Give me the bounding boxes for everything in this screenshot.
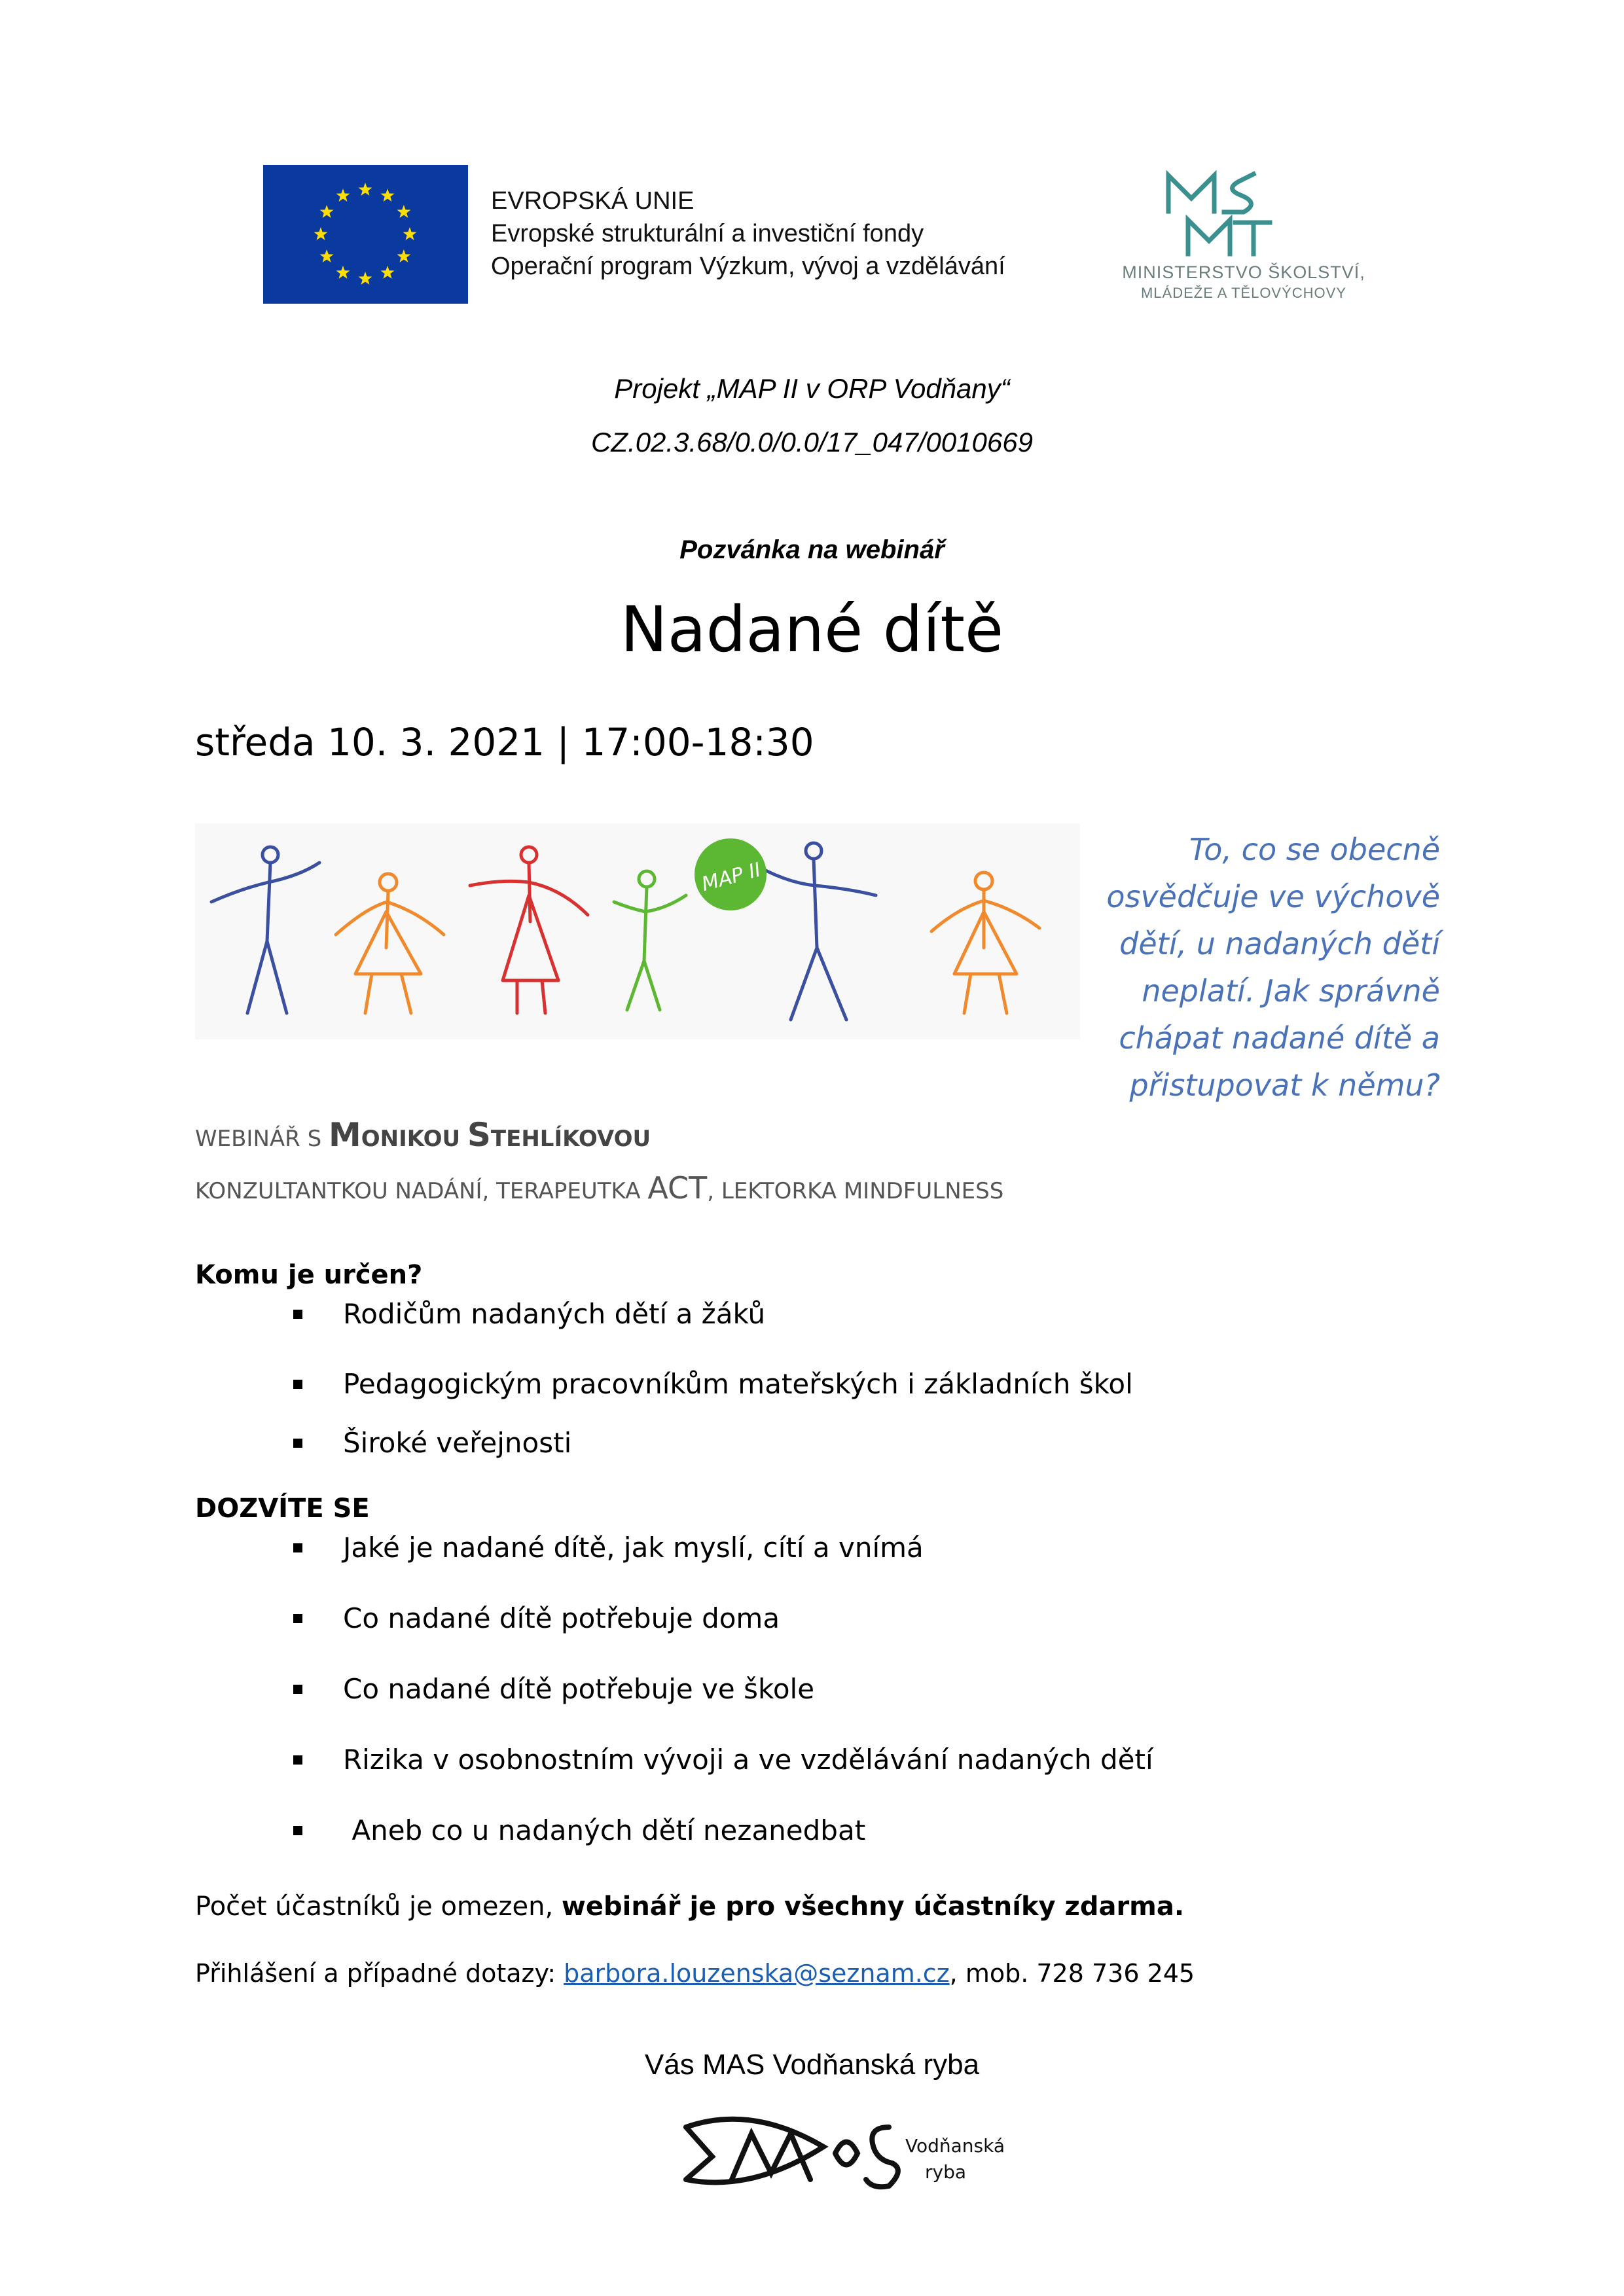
eu-star-icon xyxy=(397,249,410,262)
eu-star-icon xyxy=(397,205,410,218)
roles-part2: , LEKTORKA MINDFULNESS xyxy=(707,1178,1004,1204)
mas-fish-logo xyxy=(673,2108,1005,2206)
figure-icon xyxy=(931,872,1039,1013)
eu-line: Evropské strukturální a investiční fondy xyxy=(491,220,924,247)
bullet-icon xyxy=(293,1685,302,1694)
signature: Vás MAS Vodňanská ryba xyxy=(644,2049,980,2081)
figure-icon xyxy=(336,874,444,1013)
project-code: CZ.02.3.68/0.0/0.0/17_047/0010669 xyxy=(591,427,1033,457)
capacity-note xyxy=(195,1892,1184,1922)
eu-text-block xyxy=(491,185,1005,283)
bullet-icon xyxy=(293,1755,302,1765)
bullet-icon xyxy=(293,1380,302,1389)
audience-heading: Komu je určen? xyxy=(195,1260,423,1290)
eu-line: EVROPSKÁ UNIE xyxy=(491,187,695,215)
presenter-first-rest: ONIKOU xyxy=(361,1126,461,1152)
invitation-label: Pozvánka na webinář xyxy=(679,535,945,564)
eu-star-icon xyxy=(359,183,372,196)
eu-star-icon xyxy=(314,227,328,240)
presenter-last-initial: S xyxy=(467,1116,491,1154)
msmt-name xyxy=(1100,262,1388,304)
eu-star-icon xyxy=(336,188,350,202)
presenter-prefix: WEBINÁŘ S xyxy=(195,1126,322,1152)
capacity-bold: webinář je pro všechny účastníky zdarma. xyxy=(561,1892,1185,1922)
intro-quote xyxy=(1074,826,1440,1109)
roles-act: ACT xyxy=(647,1170,708,1206)
bullet-icon xyxy=(293,1826,302,1835)
contact-email-link[interactable]: barbora.louzenska@seznam.cz xyxy=(564,1959,950,1988)
msmt-line: MLÁDEŽE A TĚLOVÝCHOVY xyxy=(1140,285,1347,301)
bullet-icon xyxy=(293,1614,302,1623)
eu-line: Operační program Výzkum, vývoj a vzdělávání xyxy=(491,253,1005,280)
eu-star-icon xyxy=(381,188,395,202)
figure-icon xyxy=(614,871,686,1010)
quote-line: osvědčuje ve výchově xyxy=(1106,879,1440,914)
map-badge-text: MAP II xyxy=(699,858,763,897)
quote-line: chápat nadané dítě a xyxy=(1119,1020,1440,1056)
project-name: Projekt „MAP II v ORP Vodňany“ xyxy=(614,373,1010,404)
figure-icon xyxy=(470,847,588,1013)
learn-heading: DOZVÍTE SE xyxy=(195,1494,370,1524)
msmt-line: MINISTERSTVO ŠKOLSTVÍ, xyxy=(1122,262,1365,282)
presenter-line xyxy=(195,1116,651,1154)
quote-line: dětí, u nadaných dětí xyxy=(1119,926,1440,961)
event-date: středa 10. 3. 2021 | 17:00-18:30 xyxy=(195,720,814,764)
mas-logo-line: Vodňanská xyxy=(905,2135,1005,2157)
banner-image xyxy=(195,823,1080,1039)
eu-stars-icon xyxy=(263,165,468,304)
msmt-logo-mark xyxy=(1162,169,1273,260)
figure-icon xyxy=(211,847,319,1013)
bullet-icon xyxy=(293,1439,302,1448)
roles-part1: KONZULTANTKOU NADÁNÍ, TERAPEUTKA xyxy=(195,1178,641,1204)
bullet-icon xyxy=(293,1310,302,1319)
bullet-icon xyxy=(293,1543,302,1552)
eu-star-icon xyxy=(381,266,395,279)
eu-star-icon xyxy=(336,266,350,279)
eu-flag-logo xyxy=(263,165,468,304)
capacity-plain: Počet účastníků je omezen, xyxy=(195,1892,562,1922)
mas-logo-line: ryba xyxy=(925,2161,967,2183)
quote-line: přistupovat k němu? xyxy=(1129,1067,1440,1103)
eu-star-icon xyxy=(320,205,334,218)
stick-figures-illustration xyxy=(195,823,1080,1039)
contact-line xyxy=(195,1959,1195,1988)
eu-star-icon xyxy=(359,272,372,285)
presenter-last-rest: TEHLÍKOVOU xyxy=(490,1126,651,1152)
presenter-first-initial: M xyxy=(328,1116,361,1154)
contact-prefix: Přihlášení a případné dotazy: xyxy=(195,1959,564,1988)
figure-icon xyxy=(751,843,876,1020)
quote-line: To, co se obecně xyxy=(1189,832,1440,867)
presenter-roles xyxy=(195,1170,1003,1206)
eu-star-icon xyxy=(403,227,417,240)
quote-line: neplatí. Jak správně xyxy=(1142,973,1440,1009)
eu-star-icon xyxy=(320,249,334,262)
page-title: Nadané dítě xyxy=(620,593,1004,666)
contact-suffix: , mob. 728 736 245 xyxy=(949,1959,1195,1988)
